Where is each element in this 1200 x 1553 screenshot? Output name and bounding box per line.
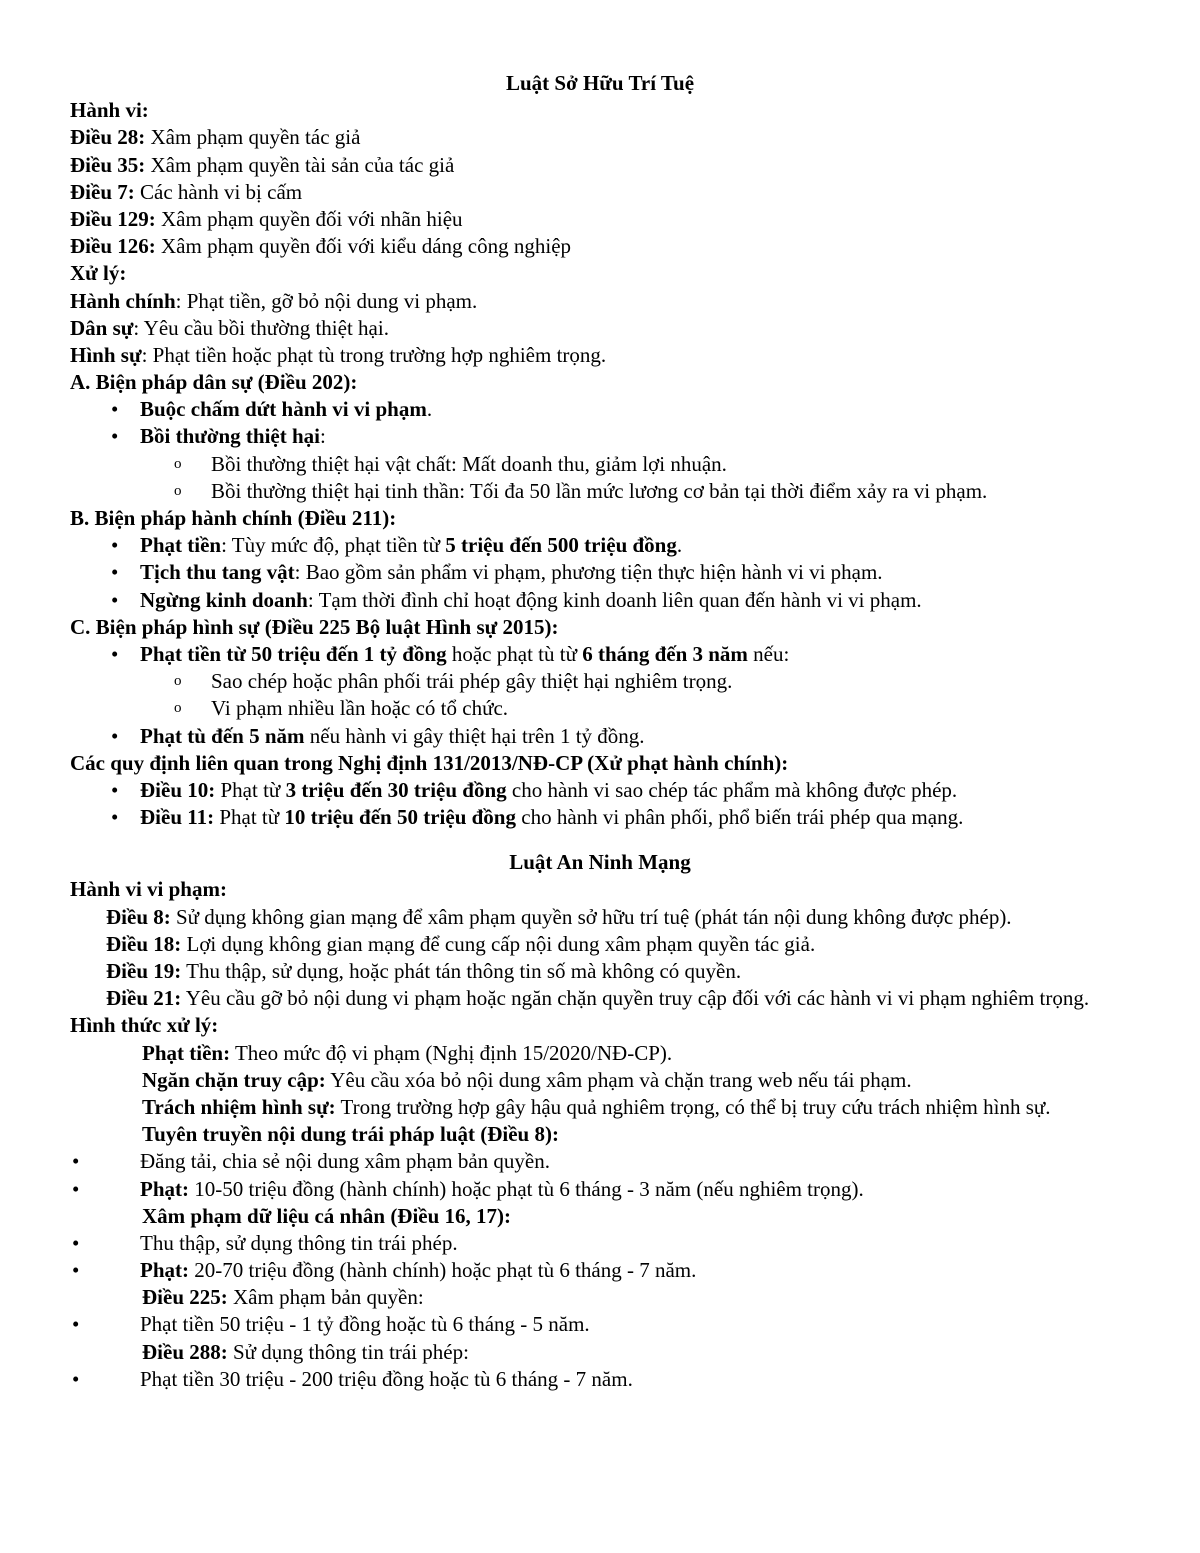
form-text: Trong trường hợp gây hậu quả nghiêm trọng, có thể bị truy cứu trách nhiệm hình sự. [335, 1094, 1051, 1119]
item-text: Đăng tải, chia sẻ nội dung xâm phạm bản quyền. [140, 1149, 550, 1174]
item-bold: Phạt tiền từ 50 triệu đến 1 tỷ đồng [140, 641, 447, 666]
item-bold: Phạt tiền [140, 533, 222, 558]
article-label: Điều 288: [142, 1339, 228, 1364]
item-text: Phạt từ [214, 805, 285, 830]
article-label: Điều 19: [106, 959, 182, 983]
xu-ly-heading: Xử lý: [70, 261, 127, 286]
article-label: Điều 18: [106, 931, 182, 956]
item-text: 10-50 triệu đồng (hành chính) hoặc phạt tù 6 tháng - 3 năm (nếu nghiêm trọng). [189, 1176, 864, 1201]
bullet-icon: • [72, 1258, 80, 1283]
list-item [70, 1311, 1200, 1338]
criminal-heading: C. Biện pháp hình sự (Điều 225 Bộ luật Hình sự 2015): [70, 614, 559, 639]
item-bold: Buộc chấm dứt hành vi vi phạm [140, 397, 427, 422]
hanh-vi-heading: Hành vi: [70, 98, 149, 123]
list-item [70, 1176, 1200, 1203]
circle-bullet-icon: o [174, 455, 182, 472]
article-text: Sử dụng thông tin trái phép: [227, 1339, 469, 1364]
item-text: : Tạm thời đình chỉ hoạt động kinh doanh liên quan đến hành vi vi phạm. [307, 587, 922, 612]
item-text: Phạt tiền 30 triệu - 200 triệu đồng hoặc tù 6 tháng - 7 năm. [140, 1366, 633, 1391]
item-text: Thu thập, sử dụng thông tin trái phép. [140, 1230, 458, 1255]
admin-heading: B. Biện pháp hành chính (Điều 211): [70, 506, 397, 530]
item-text: . [426, 397, 433, 422]
bullet-icon: • [111, 777, 119, 802]
list-item [70, 723, 1200, 750]
bullet-icon: • [111, 587, 119, 612]
article-label: Điều 126: [70, 234, 156, 259]
item-text: : Bao gồm sản phẩm vi phạm, phương tiện thực hiện hành vi vi phạm. [294, 560, 883, 585]
bullet-icon: • [111, 560, 119, 585]
article-text: Xâm phạm quyền đối với nhãn hiệu [155, 206, 463, 231]
bullet-icon: • [72, 1230, 80, 1255]
bullet-icon: • [72, 1312, 80, 1337]
bullet-icon: • [111, 641, 119, 666]
list-item [70, 777, 1200, 804]
form-item [70, 1040, 1200, 1067]
list-item [70, 532, 1200, 559]
article-item [70, 233, 1200, 260]
sub-list-item [70, 695, 1200, 722]
propaganda-heading: Tuyên truyền nội dung trái pháp luật (Điều 8): [142, 1122, 559, 1147]
item-bold: 5 triệu đến 500 triệu đồng [445, 533, 677, 558]
sub-list-item [70, 478, 1200, 505]
handling-item [70, 315, 1200, 342]
article-item [70, 206, 1200, 233]
item-text: : Tùy mức độ, phạt tiền từ [221, 533, 446, 558]
form-label: Phạt tiền: [142, 1040, 231, 1065]
bullet-icon: • [111, 397, 119, 422]
handling-label: Hành chính [70, 288, 176, 313]
list-item [70, 559, 1200, 586]
list-item [70, 396, 1200, 423]
item-text: Phạt từ [215, 777, 286, 802]
item-bold: 6 tháng đến 3 năm [582, 641, 748, 666]
section-spacer [70, 831, 1200, 849]
list-item [70, 1257, 1200, 1284]
form-label: Ngăn chặn truy cập: [142, 1067, 326, 1092]
handling-label: Hình sự [70, 342, 142, 367]
article-text: Xâm phạm quyền tài sản của tác giả [145, 152, 455, 177]
circle-bullet-icon: o [174, 673, 182, 690]
bullet-icon: • [72, 1149, 80, 1174]
article-text: Sử dụng không gian mạng để xâm phạm quyền sở hữu trí tuệ (phát tán nội dung không được phép). [170, 904, 1012, 929]
item-text: Vi phạm nhiều lần hoặc có tổ chức. [211, 696, 509, 721]
bullet-icon: • [111, 723, 119, 748]
sub-list-item [70, 668, 1200, 695]
article-label: Điều 28: [70, 125, 146, 150]
article-text: Yêu cầu gỡ bỏ nội dung vi phạm hoặc ngăn chặn quyền truy cập đối với các hành vi vi phạm nghiêm trọng. [181, 986, 1090, 1011]
art225-heading [70, 1284, 1200, 1311]
item-text: : [320, 424, 326, 449]
item-text: Sao chép hoặc phân phối trái phép gây thiệt hại nghiêm trọng. [211, 669, 733, 694]
item-bold: Tịch thu tang vật [140, 560, 295, 585]
bullet-icon: • [72, 1176, 80, 1201]
article-label: Điều 35: [70, 152, 146, 177]
article-text: Xâm phạm quyền đối với kiểu dáng công nghiệp [155, 234, 572, 259]
article-item [70, 904, 1200, 931]
article-item [70, 958, 1200, 985]
article-label: Điều 129: [70, 206, 156, 231]
personal-data-heading: Xâm phạm dữ liệu cá nhân (Điều 16, 17): [142, 1203, 512, 1228]
item-bold: Điều 11: [140, 805, 215, 830]
article-text: Lợi dụng không gian mạng để cung cấp nội dung xâm phạm quyền tác giả. [181, 931, 816, 956]
item-text: . [676, 533, 683, 558]
list-item [70, 423, 1200, 450]
item-text: Phạt tiền 50 triệu - 1 tỷ đồng hoặc tù 6 tháng - 5 năm. [140, 1312, 590, 1337]
article-text: Thu thập, sử dụng, hoặc phát tán thông tin số mà không có quyền. [181, 959, 742, 983]
form-item [70, 1067, 1200, 1094]
list-item [70, 641, 1200, 668]
article-text: Xâm phạm quyền tác giả [145, 125, 361, 150]
decree-heading: Các quy định liên quan trong Nghị định 131/2013/NĐ-CP (Xử phạt hành chính): [70, 750, 789, 775]
item-text: cho hành vi sao chép tác phẩm mà không được phép. [506, 777, 958, 802]
bullet-icon: • [111, 533, 119, 558]
circle-bullet-icon: o [174, 482, 182, 499]
list-item [70, 1230, 1200, 1257]
item-text: Bồi thường thiệt hại vật chất: Mất doanh thu, giảm lợi nhuận. [211, 451, 727, 476]
handling-item [70, 288, 1200, 315]
article-text: Các hành vi bị cấm [134, 179, 303, 204]
section2-title: Luật An Ninh Mạng [509, 850, 691, 875]
item-bold: Bồi thường thiệt hại [140, 424, 321, 449]
item-bold: Điều 10: [140, 777, 216, 802]
civil-heading: A. Biện pháp dân sự (Điều 202): [70, 370, 358, 395]
handling-text: : Phạt tiền hoặc phạt tù trong trường hợp nghiêm trọng. [141, 342, 607, 367]
list-item [70, 587, 1200, 614]
item-bold: 3 triệu đến 30 triệu đồng [285, 777, 507, 802]
item-text: cho hành vi phân phối, phổ biến trái phép qua mạng. [516, 805, 964, 830]
item-bold: 10 triệu đến 50 triệu đồng [284, 805, 516, 830]
item-text: 20-70 triệu đồng (hành chính) hoặc phạt tù 6 tháng - 7 năm. [189, 1258, 697, 1283]
item-text: Bồi thường thiệt hại tinh thần: Tối đa 50 lần mức lương cơ bản tại thời điểm xảy ra vi phạm. [211, 478, 988, 503]
item-bold: Phạt tù đến 5 năm [140, 723, 305, 748]
article-item [70, 931, 1200, 958]
article-label: Điều 8: [106, 904, 171, 929]
violations-heading: Hành vi vi phạm: [70, 877, 227, 902]
handling-text: : Yêu cầu bồi thường thiệt hại. [133, 315, 389, 340]
handling-item [70, 342, 1200, 369]
article-item [70, 985, 1106, 1012]
article-item [70, 179, 1200, 206]
form-text: Theo mức độ vi phạm (Nghị định 15/2020/NĐ-CP). [230, 1040, 673, 1065]
sub-list-item [70, 451, 1200, 478]
item-text: nếu: [747, 641, 790, 666]
handling-label: Dân sự [70, 315, 134, 340]
forms-heading: Hình thức xử lý: [70, 1013, 219, 1038]
handling-text: : Phạt tiền, gỡ bỏ nội dung vi phạm. [175, 288, 478, 313]
article-label: Điều 225: [142, 1285, 228, 1310]
art288-heading [70, 1339, 1200, 1366]
article-text: Xâm phạm bản quyền: [227, 1285, 424, 1310]
form-item [70, 1094, 1132, 1121]
circle-bullet-icon: o [174, 700, 182, 717]
section1-title: Luật Sở Hữu Trí Tuệ [505, 71, 695, 95]
item-text: nếu hành vi gây thiệt hại trên 1 tỷ đồng. [304, 723, 645, 748]
item-bold: Phạt: [140, 1258, 189, 1283]
article-label: Điều 21: [106, 986, 182, 1011]
list-item [70, 1366, 1200, 1393]
item-text: hoặc phạt tù từ [446, 641, 583, 666]
article-item [70, 152, 1200, 179]
article-item [70, 124, 1200, 151]
article-label: Điều 7: [70, 179, 135, 204]
item-bold: Ngừng kinh doanh [140, 587, 308, 612]
form-text: Yêu cầu xóa bỏ nội dung xâm phạm và chặn trang web nếu tái phạm. [325, 1067, 912, 1092]
list-item [70, 804, 1200, 831]
bullet-icon: • [72, 1366, 80, 1391]
form-label: Trách nhiệm hình sự: [142, 1094, 336, 1119]
list-item [70, 1148, 1200, 1175]
bullet-icon: • [111, 424, 119, 449]
bullet-icon: • [111, 805, 119, 830]
item-bold: Phạt: [140, 1176, 189, 1201]
